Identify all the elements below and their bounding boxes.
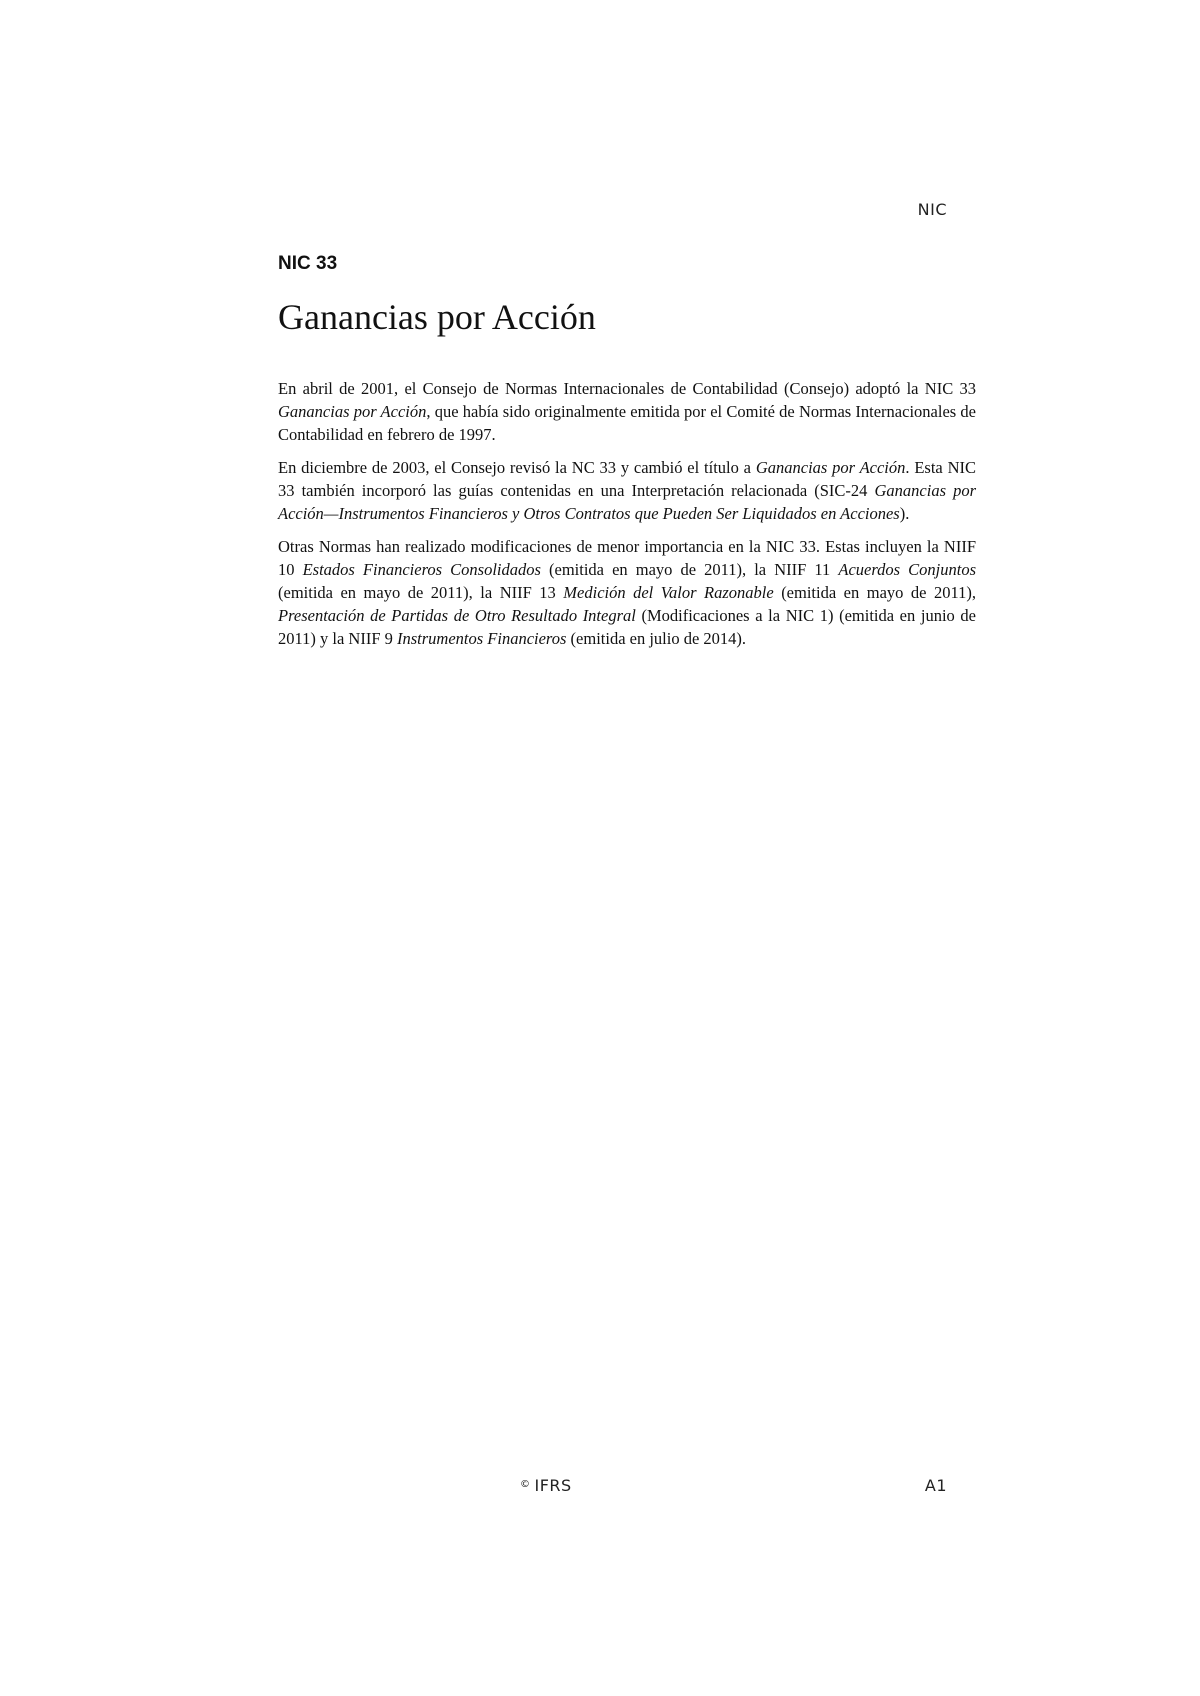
text-run: En abril de 2001, el Consejo de Normas Internacionales de Contabilidad (Consejo) adoptó la NIC 33: [278, 379, 976, 398]
standard-title: Ganancias por Acción: [278, 297, 596, 337]
text-run: Otras Normas han realizado modificaciones de menor importancia en la NIC 33. Estas incluyen la NIIF 10: [278, 537, 976, 579]
italic-run: Presentación de Partidas de Otro Resultado Integral: [278, 606, 636, 625]
text-run: (emitida en mayo de 2011), la NIIF 11: [540, 560, 839, 579]
italic-run: Ganancias por Acción: [755, 458, 906, 477]
text-run: En diciembre de 2003, el Consejo revisó la NC 33 y cambió el título a: [278, 458, 756, 477]
running-head: NIC: [917, 200, 947, 219]
introduction-text: [278, 377, 976, 660]
paragraph-3: [278, 535, 976, 650]
text-run: . Esta NIC 33 también incorporó las guías contenidas en una Interpretación relacionada (SIC-24: [278, 458, 976, 500]
italic-run: Instrumentos Financieros: [397, 629, 567, 648]
italic-run: Acuerdos Conjuntos: [838, 560, 976, 579]
italic-run: Estados Financieros Consolidados: [302, 560, 541, 579]
text-run: (emitida en mayo de 2011), la NIIF 13: [278, 583, 564, 602]
paragraph-2: [278, 456, 976, 525]
text-run: , que había sido originalmente emitida por el Comité de Normas Internacionales de Contabilidad en febrero de 1997.: [278, 402, 976, 444]
text-run: ).: [899, 504, 910, 523]
copyright-symbol: ©: [520, 1479, 531, 1490]
copyright-text: IFRS: [534, 1476, 572, 1495]
standard-code: NIC 33: [278, 253, 338, 274]
italic-run: Ganancias por Acción—Instrumentos Financieros y Otros Contratos que Pueden Ser Liquidados en Acciones: [278, 481, 976, 523]
italic-run: Medición del Valor Razonable: [563, 583, 774, 602]
italic-run: Ganancias por Acción: [278, 402, 427, 421]
footer-copyright: [520, 1476, 572, 1495]
paragraph-1: [278, 377, 976, 446]
text-run: (emitida en mayo de 2011),: [773, 583, 976, 602]
text-run: (emitida en julio de 2014).: [566, 629, 747, 648]
text-run: (Modificaciones a la NIC 1) (emitida en junio de 2011) y la NIIF 9: [278, 606, 976, 648]
page-number: A1: [924, 1476, 947, 1495]
